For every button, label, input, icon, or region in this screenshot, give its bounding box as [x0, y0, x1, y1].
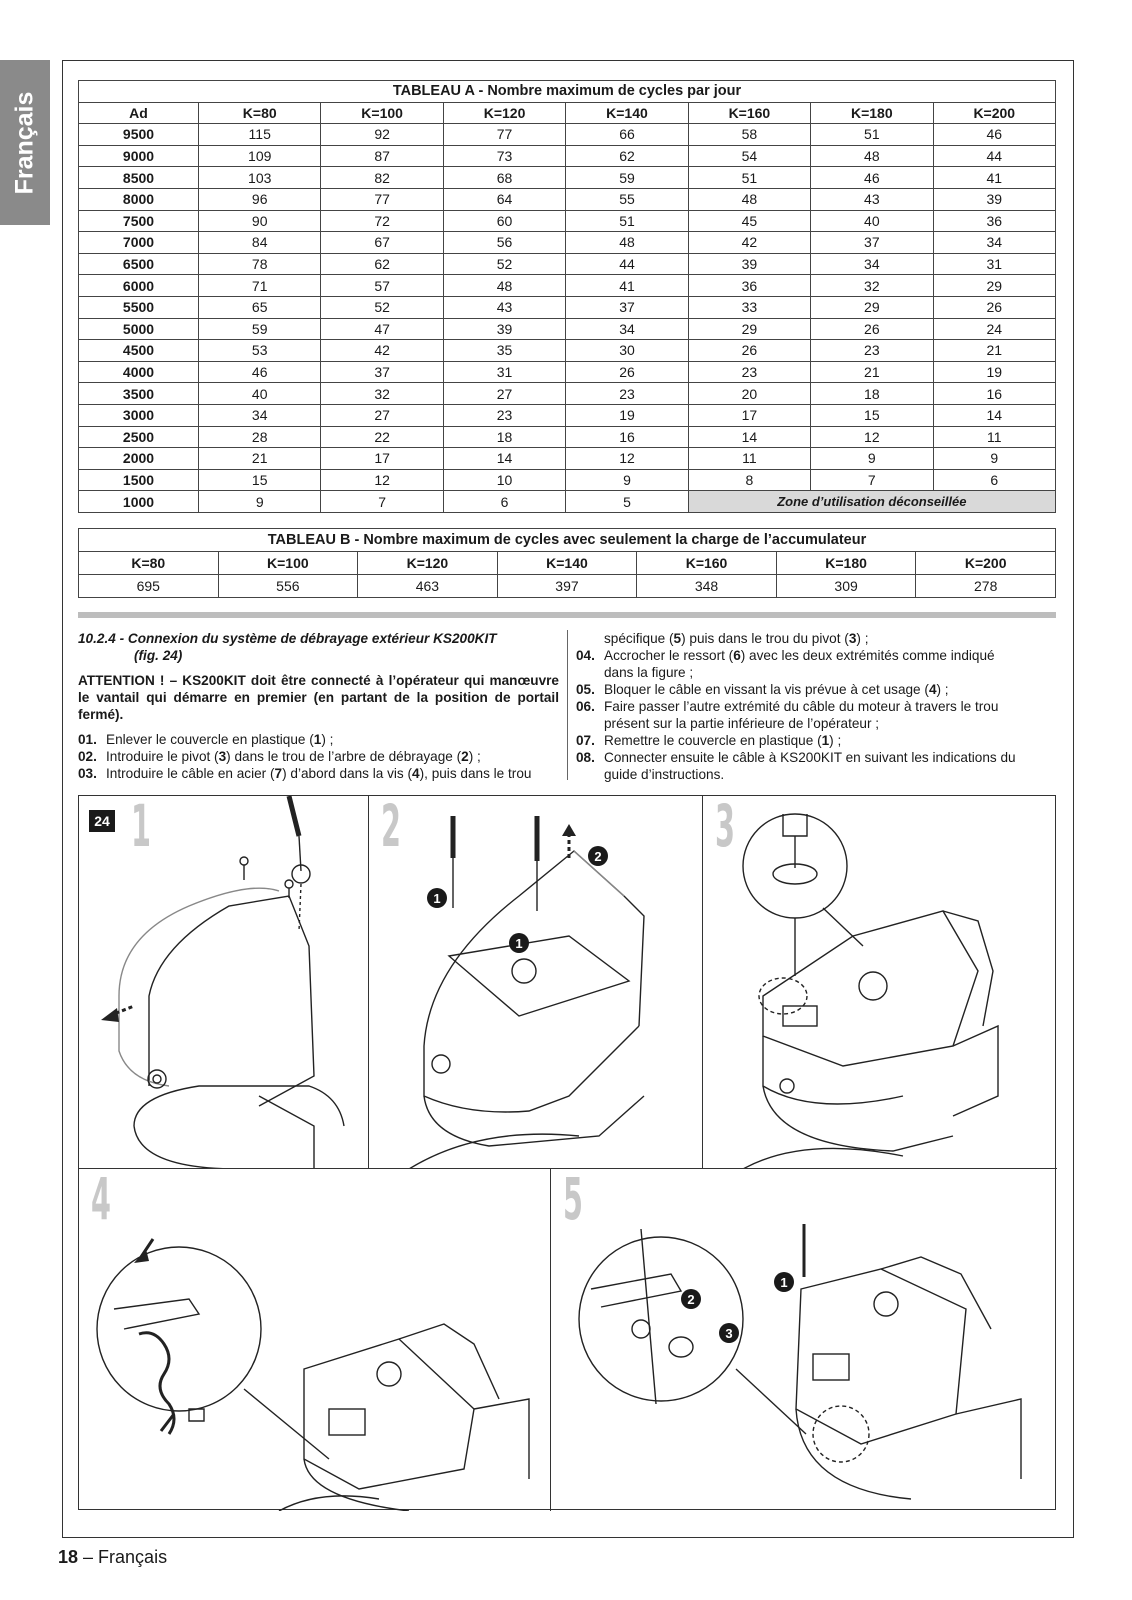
- figure-24: [78, 795, 1056, 1510]
- cycle-value: 53: [199, 340, 321, 362]
- cycle-value: 27: [321, 404, 443, 426]
- cycle-value: 48: [688, 188, 810, 210]
- cycle-value: 40: [199, 383, 321, 405]
- cycle-value: 9: [199, 491, 321, 513]
- cycle-value: 34: [199, 404, 321, 426]
- step-item: [78, 748, 559, 765]
- language-tab-label: Français: [10, 91, 39, 194]
- step-item: [576, 698, 1057, 732]
- cycle-value: 31: [443, 361, 565, 383]
- page-number: 18: [58, 1547, 79, 1567]
- cycle-value: 16: [566, 426, 688, 448]
- cycle-value: 37: [321, 361, 443, 383]
- cycle-value: 92: [321, 124, 443, 146]
- table-row: [79, 318, 1056, 340]
- cycle-value: 23: [688, 361, 810, 383]
- cycle-value: 52: [443, 253, 565, 275]
- table-b-value: 309: [776, 575, 916, 598]
- cycle-value: 26: [811, 318, 933, 340]
- table-b-header-k: K=180: [776, 552, 916, 575]
- table-a-header-k: K=200: [933, 102, 1055, 124]
- row-ad-value: 5500: [79, 296, 199, 318]
- table-b-value: 278: [916, 575, 1056, 598]
- row-ad-value: 3000: [79, 404, 199, 426]
- cycle-value: 16: [933, 383, 1055, 405]
- cycle-value: 33: [688, 296, 810, 318]
- cycle-value: 40: [811, 210, 933, 232]
- steps-left: [78, 731, 559, 782]
- row-ad-value: 9000: [79, 145, 199, 167]
- row-ad-value: 6000: [79, 275, 199, 297]
- table-b-value: 348: [637, 575, 777, 598]
- row-ad-value: 8500: [79, 167, 199, 189]
- table-row: [79, 448, 1056, 470]
- table-row: [79, 210, 1056, 232]
- table-b-value: 695: [79, 575, 219, 598]
- cycle-value: 28: [199, 426, 321, 448]
- row-ad-value: 4500: [79, 340, 199, 362]
- footer-separator: –: [78, 1547, 99, 1567]
- cycle-value: 77: [443, 124, 565, 146]
- callout-2c: 2: [594, 849, 602, 864]
- step-item: [576, 647, 1057, 681]
- table-a-header-k: K=140: [566, 102, 688, 124]
- cycle-value: 34: [811, 253, 933, 275]
- table-row: [79, 361, 1056, 383]
- row-ad-value: 4000: [79, 361, 199, 383]
- table-b-header-k: K=140: [497, 552, 637, 575]
- row-ad-value: 3500: [79, 383, 199, 405]
- panel-3-illustration: [703, 796, 1057, 1169]
- table-row: [79, 426, 1056, 448]
- row-ad-value: 7500: [79, 210, 199, 232]
- cycle-value: 34: [933, 232, 1055, 254]
- callout-2b: 1: [515, 936, 523, 951]
- cycle-value: 71: [199, 275, 321, 297]
- cycle-value: 72: [321, 210, 443, 232]
- cycle-value: 26: [566, 361, 688, 383]
- cycle-value: 14: [688, 426, 810, 448]
- table-a-title: TABLEAU A - Nombre maximum de cycles par jour: [79, 81, 1056, 103]
- step-text: Connecter ensuite le câble à KS200KIT en suivant les indications du guide d’instructions.: [604, 750, 1016, 782]
- instructions-left-column: [78, 630, 559, 782]
- cycle-value: 17: [688, 404, 810, 426]
- table-b-header-k: K=160: [637, 552, 777, 575]
- cycle-value: 12: [811, 426, 933, 448]
- cycle-value: 23: [566, 383, 688, 405]
- cycle-value: 60: [443, 210, 565, 232]
- cycle-value: 51: [566, 210, 688, 232]
- table-a-header-k: K=160: [688, 102, 810, 124]
- cycle-value: 55: [566, 188, 688, 210]
- cycle-value: 6: [443, 491, 565, 513]
- cycle-value: 62: [566, 145, 688, 167]
- cycle-value: 26: [933, 296, 1055, 318]
- cycle-value: 82: [321, 167, 443, 189]
- panel-5-illustration: [551, 1169, 1057, 1511]
- table-row: [79, 232, 1056, 254]
- table-row: [79, 340, 1056, 362]
- figure-panel-3: [703, 796, 1057, 1169]
- row-ad-value: 6500: [79, 253, 199, 275]
- cycle-value: 43: [443, 296, 565, 318]
- figure-number-badge: 24: [89, 810, 115, 832]
- column-divider: [567, 630, 568, 780]
- table-b-value: 397: [497, 575, 637, 598]
- cycle-value: 20: [688, 383, 810, 405]
- cycle-value: 35: [443, 340, 565, 362]
- table-a-header-k: K=120: [443, 102, 565, 124]
- cycle-value: 37: [811, 232, 933, 254]
- cycle-value: 7: [321, 491, 443, 513]
- cycle-value: 96: [199, 188, 321, 210]
- table-row: [79, 383, 1056, 405]
- cycle-value: 37: [566, 296, 688, 318]
- cycle-value: 51: [688, 167, 810, 189]
- cycle-value: 66: [566, 124, 688, 146]
- table-row: [79, 124, 1056, 146]
- step-number: 02.: [78, 749, 97, 764]
- cycle-value: 57: [321, 275, 443, 297]
- step-number: 07.: [576, 733, 595, 748]
- table-row: [79, 296, 1056, 318]
- cycle-value: 23: [811, 340, 933, 362]
- cycle-value: 21: [199, 448, 321, 470]
- cycle-value: 21: [933, 340, 1055, 362]
- cycle-value: 7: [811, 469, 933, 491]
- cycle-value: 36: [933, 210, 1055, 232]
- step-item: [576, 749, 1057, 783]
- table-row-last: [79, 491, 1056, 513]
- cycle-value: 11: [933, 426, 1055, 448]
- cycle-value: 62: [321, 253, 443, 275]
- table-a-header-ad: Ad: [79, 102, 199, 124]
- table-row: [79, 188, 1056, 210]
- figure-panel-1: [79, 796, 369, 1169]
- callout-2a: 1: [433, 891, 441, 906]
- cycle-value: 52: [321, 296, 443, 318]
- cycle-value: 5: [566, 491, 688, 513]
- cycle-value: 19: [566, 404, 688, 426]
- cycle-value: 32: [321, 383, 443, 405]
- cycle-value: 84: [199, 232, 321, 254]
- cycle-value: 18: [443, 426, 565, 448]
- cycle-value: 11: [688, 448, 810, 470]
- cycle-value: 103: [199, 167, 321, 189]
- cycle-value: 58: [688, 124, 810, 146]
- callout-5c: 3: [725, 1326, 733, 1341]
- cycle-value: 59: [566, 167, 688, 189]
- table-b-title: TABLEAU B - Nombre maximum de cycles avec seulement la charge de l’accumulateur: [79, 529, 1056, 552]
- cycle-value: 90: [199, 210, 321, 232]
- cycle-value: 43: [811, 188, 933, 210]
- cycle-value: 29: [811, 296, 933, 318]
- section-title-line1: 10.2.4 - Connexion du système de débrayage extérieur KS200KIT: [78, 631, 497, 646]
- table-b-value: 463: [358, 575, 498, 598]
- step-text: spécifique (5) puis dans le trou du pivot (3) ;: [604, 631, 869, 646]
- figure-panel-2: [369, 796, 703, 1169]
- cycle-value: 9: [933, 448, 1055, 470]
- cycle-value: 30: [566, 340, 688, 362]
- step-number: 06.: [576, 699, 595, 714]
- step-text: Bloquer le câble en vissant la vis prévue à cet usage (4) ;: [604, 682, 949, 697]
- cycle-value: 48: [811, 145, 933, 167]
- table-a-header-k: K=80: [199, 102, 321, 124]
- figure-panel-4: [79, 1169, 551, 1511]
- cycle-value: 42: [688, 232, 810, 254]
- row-ad-value: 2000: [79, 448, 199, 470]
- step-number: 03.: [78, 766, 97, 781]
- panel-1-illustration: [79, 796, 369, 1169]
- cycle-value: 44: [933, 145, 1055, 167]
- cycle-value: 39: [688, 253, 810, 275]
- table-row: [79, 275, 1056, 297]
- cycle-value: 67: [321, 232, 443, 254]
- section-title-line2: (fig. 24): [134, 648, 183, 663]
- table-a: [78, 80, 1056, 513]
- cycle-value: 15: [811, 404, 933, 426]
- cycle-value: 23: [443, 404, 565, 426]
- cycle-value: 9: [566, 469, 688, 491]
- cycle-value: 77: [321, 188, 443, 210]
- cycle-value: 36: [688, 275, 810, 297]
- table-b-header-k: K=120: [358, 552, 498, 575]
- cycle-value: 44: [566, 253, 688, 275]
- cycle-value: 29: [688, 318, 810, 340]
- zone-not-recommended: Zone d’utilisation déconseillée: [688, 491, 1055, 513]
- cycle-value: 27: [443, 383, 565, 405]
- cycle-value: 19: [933, 361, 1055, 383]
- footer-language: Français: [98, 1547, 168, 1567]
- row-ad-value: 2500: [79, 426, 199, 448]
- table-row: [79, 167, 1056, 189]
- panel-2-illustration: [369, 796, 703, 1169]
- cycle-value: 46: [811, 167, 933, 189]
- cycle-value: 17: [321, 448, 443, 470]
- panel-number-1: 1: [131, 796, 151, 860]
- row-ad-value: 1500: [79, 469, 199, 491]
- cycle-value: 31: [933, 253, 1055, 275]
- cycle-value: 21: [811, 361, 933, 383]
- panel-number-5: 5: [563, 1169, 583, 1233]
- cycle-value: 87: [321, 145, 443, 167]
- step-item: [576, 681, 1057, 698]
- section-divider: [78, 612, 1056, 618]
- cycle-value: 34: [566, 318, 688, 340]
- panel-number-4: 4: [91, 1169, 111, 1233]
- table-row: [79, 469, 1056, 491]
- cycle-value: 46: [199, 361, 321, 383]
- cycle-value: 41: [566, 275, 688, 297]
- table-a-header-k: K=180: [811, 102, 933, 124]
- row-ad-value: 1000: [79, 491, 199, 513]
- language-tab: [0, 60, 50, 225]
- cycle-value: 45: [688, 210, 810, 232]
- table-row: [79, 145, 1056, 167]
- cycle-value: 41: [933, 167, 1055, 189]
- cycle-value: 39: [443, 318, 565, 340]
- cycle-value: 64: [443, 188, 565, 210]
- cycle-value: 59: [199, 318, 321, 340]
- cycle-value: 48: [566, 232, 688, 254]
- cycle-value: 73: [443, 145, 565, 167]
- step-number: 08.: [576, 750, 595, 765]
- table-b: [78, 528, 1056, 598]
- step-item: [576, 732, 1057, 749]
- cycle-value: 32: [811, 275, 933, 297]
- page-footer: [58, 1547, 167, 1568]
- cycle-value: 39: [933, 188, 1055, 210]
- cycle-value: 109: [199, 145, 321, 167]
- cycle-value: 10: [443, 469, 565, 491]
- cycle-value: 68: [443, 167, 565, 189]
- section-title: [78, 630, 559, 664]
- cycle-value: 12: [566, 448, 688, 470]
- cycle-value: 8: [688, 469, 810, 491]
- step-text: Introduire le pivot (3) dans le trou de l’arbre de débrayage (2) ;: [106, 749, 481, 764]
- table-b-value: 556: [218, 575, 358, 598]
- figure-panel-5: [551, 1169, 1057, 1511]
- panel-number-2: 2: [381, 796, 401, 860]
- step-item: [78, 765, 559, 782]
- cycle-value: 15: [199, 469, 321, 491]
- row-ad-value: 7000: [79, 232, 199, 254]
- cycle-value: 46: [933, 124, 1055, 146]
- cycle-value: 6: [933, 469, 1055, 491]
- step-text: Remettre le couvercle en plastique (1) ;: [604, 733, 842, 748]
- step-number: 05.: [576, 682, 595, 697]
- cycle-value: 26: [688, 340, 810, 362]
- step-number: 04.: [576, 648, 595, 663]
- table-b-header-k: K=100: [218, 552, 358, 575]
- cycle-value: 42: [321, 340, 443, 362]
- row-ad-value: 5000: [79, 318, 199, 340]
- cycle-value: 47: [321, 318, 443, 340]
- cycle-value: 12: [321, 469, 443, 491]
- panel-number-3: 3: [715, 796, 735, 860]
- row-ad-value: 8000: [79, 188, 199, 210]
- cycle-value: 24: [933, 318, 1055, 340]
- steps-right: [576, 647, 1057, 783]
- step-number: 01.: [78, 732, 97, 747]
- step-item: [78, 731, 559, 748]
- table-b-header-k: K=80: [79, 552, 219, 575]
- cycle-value: 54: [688, 145, 810, 167]
- cycle-value: 29: [933, 275, 1055, 297]
- cycle-value: 115: [199, 124, 321, 146]
- cycle-value: 18: [811, 383, 933, 405]
- row-ad-value: 9500: [79, 124, 199, 146]
- step-text: Accrocher le ressort (6) avec les deux extrémités comme indiqué dans la figure ;: [604, 648, 995, 680]
- cycle-value: 48: [443, 275, 565, 297]
- cycle-value: 78: [199, 253, 321, 275]
- cycle-value: 65: [199, 296, 321, 318]
- table-a-header-k: K=100: [321, 102, 443, 124]
- cycle-value: 14: [443, 448, 565, 470]
- callout-5b: 2: [687, 1292, 695, 1307]
- panel-4-illustration: [79, 1169, 551, 1511]
- step-text: Faire passer l’autre extrémité du câble du moteur à travers le trou présent sur la partie inférieure de l’opérateur ;: [604, 699, 999, 731]
- table-row: [79, 253, 1056, 275]
- cycle-value: 14: [933, 404, 1055, 426]
- step-03-continuation: [576, 630, 1057, 647]
- table-row: [79, 404, 1056, 426]
- step-text: Enlever le couvercle en plastique (1) ;: [106, 732, 334, 747]
- cycle-value: 22: [321, 426, 443, 448]
- attention-note: ATTENTION ! – KS200KIT doit être connecté à l’opérateur qui manœuvre le vantail qui démarre en premier (en partant de la position de portail fermé).: [78, 673, 559, 722]
- callout-5a: 1: [780, 1275, 788, 1290]
- table-b-header-k: K=200: [916, 552, 1056, 575]
- cycle-value: 9: [811, 448, 933, 470]
- cycle-value: 56: [443, 232, 565, 254]
- instructions-right-column: [576, 630, 1057, 783]
- step-text: Introduire le câble en acier (7) d’abord dans la vis (4), puis dans le trou: [106, 766, 532, 781]
- cycle-value: 51: [811, 124, 933, 146]
